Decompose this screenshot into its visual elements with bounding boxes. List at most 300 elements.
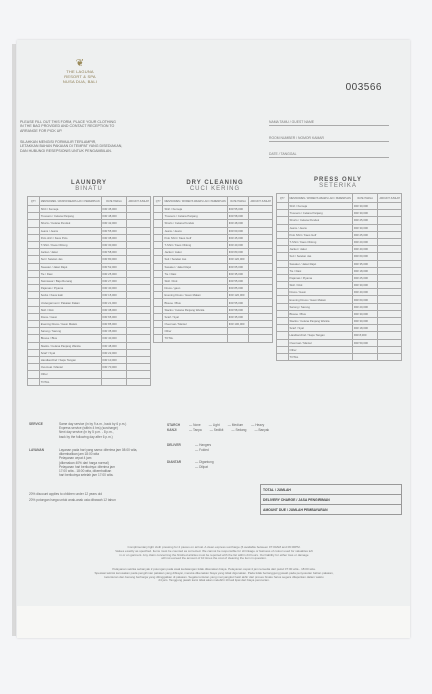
item-rate: IDR 65,000 xyxy=(227,263,249,270)
item-rate: IDR 60,000 xyxy=(352,253,378,260)
amount-cell[interactable] xyxy=(127,213,151,220)
amount-cell[interactable] xyxy=(378,296,402,303)
amount-cell[interactable] xyxy=(249,299,273,306)
qty-cell[interactable] xyxy=(277,289,289,296)
item-name: Pajamas / Piyama xyxy=(288,274,352,281)
table-row xyxy=(277,353,402,360)
item-name: Skirt / Rok xyxy=(39,306,101,313)
item-rate: IDR 40,000 xyxy=(352,246,378,253)
amount-cell[interactable] xyxy=(127,263,151,270)
table-row xyxy=(28,270,151,277)
item-rate: IDR 30,000 xyxy=(352,224,378,231)
table-row xyxy=(154,313,273,320)
item-rate xyxy=(352,353,378,360)
table-row xyxy=(28,306,151,313)
table-row xyxy=(277,296,402,303)
item-rate: IDR 27,000 xyxy=(101,277,127,284)
amount-cell[interactable] xyxy=(378,217,402,224)
starch-option[interactable]: Heavy xyxy=(255,423,265,427)
table-row xyxy=(277,231,402,238)
item-rate: IDR 35,000 xyxy=(227,270,249,277)
item-rate: IDR 25,000 xyxy=(352,231,378,238)
table-row xyxy=(28,335,151,342)
qty-cell[interactable] xyxy=(154,206,163,213)
table-row xyxy=(154,299,273,306)
deliver-hangers-option[interactable]: — Hangers xyxy=(195,443,212,447)
amount-cell[interactable] xyxy=(249,220,273,227)
item-name: Slacks / Celana Panjang Wanita xyxy=(39,342,101,349)
amount-cell[interactable] xyxy=(127,299,151,306)
item-rate: IDR 70,000 xyxy=(101,364,127,371)
item-name: Shirt / Kemeja xyxy=(288,203,352,210)
qty-cell[interactable] xyxy=(154,328,163,335)
qty-cell[interactable] xyxy=(28,335,40,342)
room-number-field[interactable]: ROOM NUMBER / NOMOR KAMAR xyxy=(269,136,389,142)
qty-cell[interactable] xyxy=(277,346,289,353)
amount-cell[interactable] xyxy=(378,303,402,310)
amount-cell[interactable] xyxy=(127,371,151,378)
item-rate: IDR 30,000 xyxy=(352,318,378,325)
amount-cell[interactable] xyxy=(378,231,402,238)
diantar-digantung-option[interactable]: — Digantung xyxy=(195,460,214,464)
qty-cell[interactable] xyxy=(28,256,40,263)
qty-cell[interactable] xyxy=(28,206,40,213)
amount-cell[interactable] xyxy=(249,213,273,220)
diantar-dilipat-option[interactable]: — Dilipat xyxy=(195,465,208,469)
item-name: Skirt / Rok xyxy=(288,282,352,289)
column-header: QTY xyxy=(28,197,40,206)
amount-cell[interactable] xyxy=(127,227,151,234)
amount-cell[interactable] xyxy=(378,310,402,317)
item-name: Shorts / Celana Pendek xyxy=(39,220,101,227)
total-row[interactable]: TOTAL / JUMLAH xyxy=(261,485,402,495)
amount-cell[interactable] xyxy=(378,346,402,353)
item-rate: IDR 42,000 xyxy=(101,220,127,227)
qty-cell[interactable] xyxy=(28,371,40,378)
page-bottom-fold xyxy=(17,606,410,638)
qty-cell[interactable] xyxy=(28,364,40,371)
qty-cell[interactable] xyxy=(28,213,40,220)
amount-cell[interactable] xyxy=(127,356,151,363)
amount-cell[interactable] xyxy=(127,270,151,277)
item-name: Jacket / Jaket xyxy=(39,249,101,256)
item-rate: IDR 55,000 xyxy=(101,227,127,234)
qty-cell[interactable] xyxy=(277,210,289,217)
amount-cell[interactable] xyxy=(249,249,273,256)
qty-cell[interactable] xyxy=(154,234,163,241)
amount-cell[interactable] xyxy=(127,277,151,284)
starch-option[interactable]: Medium xyxy=(231,423,244,427)
amount-cell[interactable] xyxy=(127,285,151,292)
amount-cell[interactable] xyxy=(378,274,402,281)
item-name: Other xyxy=(288,346,352,353)
table-row xyxy=(154,292,273,299)
qty-cell[interactable] xyxy=(28,249,40,256)
item-rate xyxy=(352,346,378,353)
qty-cell[interactable] xyxy=(277,318,289,325)
qty-cell[interactable] xyxy=(277,238,289,245)
item-name: Dress / Gaun xyxy=(288,289,352,296)
amount-cell[interactable] xyxy=(127,220,151,227)
amount-cell[interactable] xyxy=(249,234,273,241)
item-rate: IDR 120,000 xyxy=(227,292,249,299)
item-rate xyxy=(101,371,127,378)
table-row xyxy=(277,224,402,231)
item-name: Sarong / Sarung xyxy=(39,328,101,335)
date-field[interactable]: DATE / TANGGAL xyxy=(269,152,389,158)
item-name: Other xyxy=(39,371,101,378)
table-row xyxy=(277,203,402,210)
amount-cell[interactable] xyxy=(249,285,273,292)
starch-option[interactable]: None xyxy=(193,423,201,427)
item-rate: IDR 38,000 xyxy=(101,234,127,241)
qty-cell[interactable] xyxy=(28,313,40,320)
discount-english: 20% discount applies to children under 12 years old xyxy=(29,492,103,496)
guest-name-field[interactable]: NAMA TAMU / GUEST NAME xyxy=(269,120,389,126)
qty-cell[interactable] xyxy=(277,310,289,317)
table-row xyxy=(28,349,151,356)
item-rate: IDR 80,000 xyxy=(227,249,249,256)
qty-cell[interactable] xyxy=(277,325,289,332)
item-name: TOTAL xyxy=(288,353,352,360)
column-header: QTY xyxy=(154,197,163,206)
table-row xyxy=(154,328,273,335)
item-rate: IDR 38,000 xyxy=(101,306,127,313)
column-header: AMOUNT JUMLAH xyxy=(249,197,273,206)
item-rate: IDR 45,000 xyxy=(101,206,127,213)
amount-cell[interactable] xyxy=(378,353,402,360)
amount-cell[interactable] xyxy=(378,267,402,274)
layanan-options[interactable]: Layanan pada hari yang sama: diterima jam 08:00 wita, dikembalikan jam 18:00 wita Pelayanan cepat 4 jam (dikenakan 40% dari harga normal) Pelayanan hari berikutnya: diterima jam 17:00 wita - 18:00 wita, dikembalikan hari berikutnya setelah jam 17:00 wita. xyxy=(59,448,138,478)
amount-cell[interactable] xyxy=(127,342,151,349)
qty-cell[interactable] xyxy=(28,270,40,277)
table-row xyxy=(277,260,402,267)
column-header: RATE HARGA xyxy=(101,197,127,206)
item-name: Slacks / Celana Panjang Wanita xyxy=(288,318,352,325)
table-row xyxy=(277,238,402,245)
amount-cell[interactable] xyxy=(249,256,273,263)
item-rate: IDR 10,000 xyxy=(101,356,127,363)
table-row xyxy=(277,310,402,317)
qty-cell[interactable] xyxy=(154,299,163,306)
amount-cell[interactable] xyxy=(127,249,151,256)
resort-logo xyxy=(49,58,111,84)
qty-cell[interactable] xyxy=(28,227,40,234)
amount-cell[interactable] xyxy=(127,292,151,299)
item-rate: IDR 30,000 xyxy=(352,210,378,217)
qty-cell[interactable] xyxy=(277,282,289,289)
item-rate: IDR 48,000 xyxy=(101,213,127,220)
amount-cell[interactable] xyxy=(378,260,402,267)
qty-cell[interactable] xyxy=(154,241,163,248)
table-row xyxy=(154,335,273,342)
table-row xyxy=(28,241,151,248)
delivery-charge-row[interactable]: DELIVERY CHARGE / JASA PENGIRIMAN xyxy=(261,495,402,505)
qty-cell[interactable] xyxy=(28,241,40,248)
amount-cell[interactable] xyxy=(249,306,273,313)
item-name: Undergarment / Pakaian Dalam xyxy=(39,299,101,306)
table-row xyxy=(277,246,402,253)
laundry-form-sheet xyxy=(17,40,410,638)
item-name: Blouse / Blus xyxy=(163,299,227,306)
column-header: RATE HARGA xyxy=(352,194,378,203)
press-only-title: PRESS ONLY SETERIKA xyxy=(313,177,363,189)
qty-cell[interactable] xyxy=(154,256,163,263)
qty-cell[interactable] xyxy=(154,313,163,320)
instructions-indonesian: SILAHKAN MENGISI FORMULIR TERLAMPIR, LETAKKAN BAHAN PAKAIAN DI TEMPAT YANG DISEDIAKAN, DAN HUBUNGI RESEPSIONIS UNTUK PENGAMBILAN. xyxy=(20,140,123,153)
qty-cell[interactable] xyxy=(28,220,40,227)
qty-cell[interactable] xyxy=(277,260,289,267)
item-name: Blouse / Blus xyxy=(288,310,352,317)
qty-cell[interactable] xyxy=(154,213,163,220)
item-name: Trousers / Celana Panjang xyxy=(163,213,227,220)
amount-cell[interactable] xyxy=(249,227,273,234)
amount-cell[interactable] xyxy=(378,246,402,253)
amount-cell[interactable] xyxy=(378,253,402,260)
item-rate: IDR 55,000 xyxy=(227,277,249,284)
column-header: RATE HARGA xyxy=(227,197,249,206)
table-row xyxy=(28,206,151,213)
item-name: Dress / Gaun xyxy=(39,313,101,320)
kanji-options[interactable]: — Tanpa — Sedikit — Sedang — Banyak xyxy=(189,428,270,432)
amount-due-row[interactable]: AMOUNT DUE / JUMLAH PEMBAYARAN xyxy=(261,505,402,515)
item-rate: IDR 100,000 xyxy=(227,321,249,328)
item-rate: IDR 58,000 xyxy=(227,306,249,313)
amount-cell[interactable] xyxy=(249,206,273,213)
qty-cell[interactable] xyxy=(277,246,289,253)
qty-cell[interactable] xyxy=(277,303,289,310)
qty-cell[interactable] xyxy=(154,306,163,313)
qty-cell[interactable] xyxy=(28,299,40,306)
item-rate: IDR 35,000 xyxy=(352,260,378,267)
item-rate: IDR 48,000 xyxy=(227,220,249,227)
column-header: AMOUNT JUMLAH xyxy=(378,194,402,203)
amount-cell[interactable] xyxy=(127,364,151,371)
amount-cell[interactable] xyxy=(127,256,151,263)
amount-cell[interactable] xyxy=(378,332,402,339)
item-rate: IDR 120,000 xyxy=(227,256,249,263)
service-options[interactable]: Same day service (in by 9 a.m., back by 6 p.m.) Express service (within 4 hrs) (surcharge) Next day service (in by 5 p.m. - 8 p.m., back by the following day after 6 p.m.) xyxy=(59,422,127,439)
item-name: Skirt / Rok xyxy=(163,277,227,284)
qty-cell[interactable] xyxy=(28,263,40,270)
item-name: Suit / Setelan Jas xyxy=(39,256,101,263)
qty-cell[interactable] xyxy=(277,274,289,281)
qty-cell[interactable] xyxy=(28,277,40,284)
amount-cell[interactable] xyxy=(378,238,402,245)
qty-cell[interactable] xyxy=(277,296,289,303)
qty-cell[interactable] xyxy=(277,267,289,274)
item-rate: IDR 40,000 xyxy=(101,335,127,342)
amount-cell[interactable] xyxy=(127,328,151,335)
item-name: Shirt / Kemeja xyxy=(39,206,101,213)
item-rate xyxy=(227,328,249,335)
item-rate: IDR 25,000 xyxy=(101,270,127,277)
item-name: Evening Dress / Gaun Malam xyxy=(288,296,352,303)
qty-cell[interactable] xyxy=(154,292,163,299)
layanan-label: LAYANAN xyxy=(29,448,44,452)
qty-cell[interactable] xyxy=(277,353,289,360)
item-rate: IDR 65,000 xyxy=(101,313,127,320)
item-name: Sweater / Jaket Rajut xyxy=(288,260,352,267)
table-row xyxy=(154,270,273,277)
amount-cell[interactable] xyxy=(249,335,273,342)
qty-cell[interactable] xyxy=(154,335,163,342)
starch-label: STARCH xyxy=(167,423,181,427)
amount-cell[interactable] xyxy=(378,224,402,231)
table-row xyxy=(154,234,273,241)
item-name: Tie / Dasi xyxy=(39,270,101,277)
qty-cell[interactable] xyxy=(154,285,163,292)
amount-cell[interactable] xyxy=(127,335,151,342)
starch-option[interactable]: Light xyxy=(212,423,220,427)
amount-cell[interactable] xyxy=(378,339,402,346)
qty-cell[interactable] xyxy=(154,220,163,227)
table-row xyxy=(277,210,402,217)
starch-options[interactable]: — None — Light — Medium — Heavy xyxy=(189,423,265,427)
amount-cell[interactable] xyxy=(127,206,151,213)
item-rate: IDR 30,000 xyxy=(101,241,127,248)
item-name: Scarf / Syal xyxy=(39,349,101,356)
item-rate: IDR 20,000 xyxy=(352,238,378,245)
qty-cell[interactable] xyxy=(277,203,289,210)
amount-cell[interactable] xyxy=(249,241,273,248)
qty-cell[interactable] xyxy=(154,227,163,234)
amount-cell[interactable] xyxy=(127,349,151,356)
item-rate: IDR 15,000 xyxy=(101,292,127,299)
item-rate: IDR 30,000 xyxy=(352,310,378,317)
service-label: SERVICE xyxy=(29,422,43,426)
qty-cell[interactable] xyxy=(154,270,163,277)
item-rate: IDR 25,000 xyxy=(352,274,378,281)
qty-cell[interactable] xyxy=(28,292,40,299)
item-name: Swimwear / Baju Renang xyxy=(39,277,101,284)
amount-cell[interactable] xyxy=(378,282,402,289)
item-name: Sweater / Jaket Rajut xyxy=(163,263,227,270)
table-row xyxy=(277,289,402,296)
qty-cell[interactable] xyxy=(277,231,289,238)
diantar-label: DIANTAR xyxy=(167,460,182,464)
item-rate: IDR 60,000 xyxy=(227,227,249,234)
qty-cell[interactable] xyxy=(28,342,40,349)
item-name: Suit / Setelan Jas xyxy=(163,256,227,263)
table-row xyxy=(154,263,273,270)
qty-cell[interactable] xyxy=(28,356,40,363)
table-row xyxy=(154,213,273,220)
amount-cell[interactable] xyxy=(249,277,273,284)
qty-cell[interactable] xyxy=(277,339,289,346)
item-rate: IDR 52,000 xyxy=(101,263,127,270)
qty-cell[interactable] xyxy=(28,234,40,241)
amount-cell[interactable] xyxy=(378,318,402,325)
kanji-label: KANJI xyxy=(167,428,177,432)
footer-terms-english: Complimentary light cloth pressing for 2 pieces on arrival. A clean express surcharge (6 available between 07:00AM and 06:00PM. Values exactly as specified. Items must be counted as corrected. We cannot be responsible for shrinkage or fastness of colour used for valuables left in or on garment. Any claim concerning the finished articles must be reported with the list within 24 hours. Our liability for either loss or damage will not exceed the amount of 10 times the cost of cleaning the item in question. xyxy=(115,545,313,561)
qty-cell[interactable] xyxy=(28,306,40,313)
qty-cell[interactable] xyxy=(28,285,40,292)
amount-cell[interactable] xyxy=(127,378,151,385)
amount-cell[interactable] xyxy=(127,306,151,313)
deliver-folded-option[interactable]: — Folded xyxy=(195,448,209,452)
qty-cell[interactable] xyxy=(277,253,289,260)
starch-option[interactable]: Sedang xyxy=(235,428,247,432)
table-row xyxy=(28,249,151,256)
table-row xyxy=(28,256,151,263)
qty-cell[interactable] xyxy=(154,321,163,328)
amount-cell[interactable] xyxy=(127,321,151,328)
table-row xyxy=(154,321,273,328)
qty-cell[interactable] xyxy=(154,249,163,256)
qty-cell[interactable] xyxy=(28,328,40,335)
table-row xyxy=(154,227,273,234)
table-row xyxy=(277,346,402,353)
amount-cell[interactable] xyxy=(127,241,151,248)
starch-option[interactable]: Tanpa xyxy=(193,428,202,432)
item-name: Overcoat / Mantel xyxy=(163,321,227,328)
amount-cell[interactable] xyxy=(127,234,151,241)
item-name: Sarong / Sarung xyxy=(288,303,352,310)
item-name: Handkerchief / Sapu Tangan xyxy=(288,332,352,339)
amount-cell[interactable] xyxy=(249,263,273,270)
qty-cell[interactable] xyxy=(277,332,289,339)
amount-cell[interactable] xyxy=(378,289,402,296)
dry-cleaning-title: DRY CLEANING CUCI KERING xyxy=(186,180,244,192)
amount-cell[interactable] xyxy=(378,203,402,210)
qty-cell[interactable] xyxy=(154,263,163,270)
qty-cell[interactable] xyxy=(154,277,163,284)
amount-cell[interactable] xyxy=(378,325,402,332)
amount-cell[interactable] xyxy=(249,328,273,335)
table-row xyxy=(28,313,151,320)
item-name: Evening Dress / Gaun Malam xyxy=(39,321,101,328)
item-rate: IDR 35,000 xyxy=(101,328,127,335)
qty-cell[interactable] xyxy=(277,217,289,224)
item-name: Polo shirt / Kaos Polo xyxy=(39,234,101,241)
amount-cell[interactable] xyxy=(249,313,273,320)
amount-cell[interactable] xyxy=(378,210,402,217)
table-row xyxy=(277,339,402,346)
item-rate: IDR 45,000 xyxy=(227,234,249,241)
table-row xyxy=(154,277,273,284)
amount-cell[interactable] xyxy=(249,270,273,277)
table-row xyxy=(28,371,151,378)
amount-cell[interactable] xyxy=(127,313,151,320)
laundry-table xyxy=(27,196,151,386)
table-row xyxy=(28,227,151,234)
table-row xyxy=(28,321,151,328)
amount-cell[interactable] xyxy=(249,321,273,328)
qty-cell[interactable] xyxy=(28,378,40,385)
item-name: Dress / gaun xyxy=(163,285,227,292)
table-row xyxy=(277,303,402,310)
qty-cell[interactable] xyxy=(28,321,40,328)
table-row xyxy=(28,277,151,284)
table-row xyxy=(277,282,402,289)
item-name: Trousers / Celana Panjang xyxy=(288,210,352,217)
dry-cleaning-table xyxy=(153,196,273,343)
starch-option[interactable]: Sedikit xyxy=(213,428,224,432)
table-row xyxy=(28,378,151,385)
table-row xyxy=(277,267,402,274)
item-name: Jeans / Jeans xyxy=(288,224,352,231)
item-rate: IDR 20,000 xyxy=(352,303,378,310)
table-row xyxy=(28,364,151,371)
item-name: Evening Dress / Gaun Malam xyxy=(163,292,227,299)
starch-option[interactable]: Banyak xyxy=(258,428,270,432)
qty-cell[interactable] xyxy=(277,224,289,231)
qty-cell[interactable] xyxy=(28,349,40,356)
item-name: Shorts / Celana Pendek xyxy=(288,217,352,224)
table-row xyxy=(154,256,273,263)
amount-cell[interactable] xyxy=(249,292,273,299)
